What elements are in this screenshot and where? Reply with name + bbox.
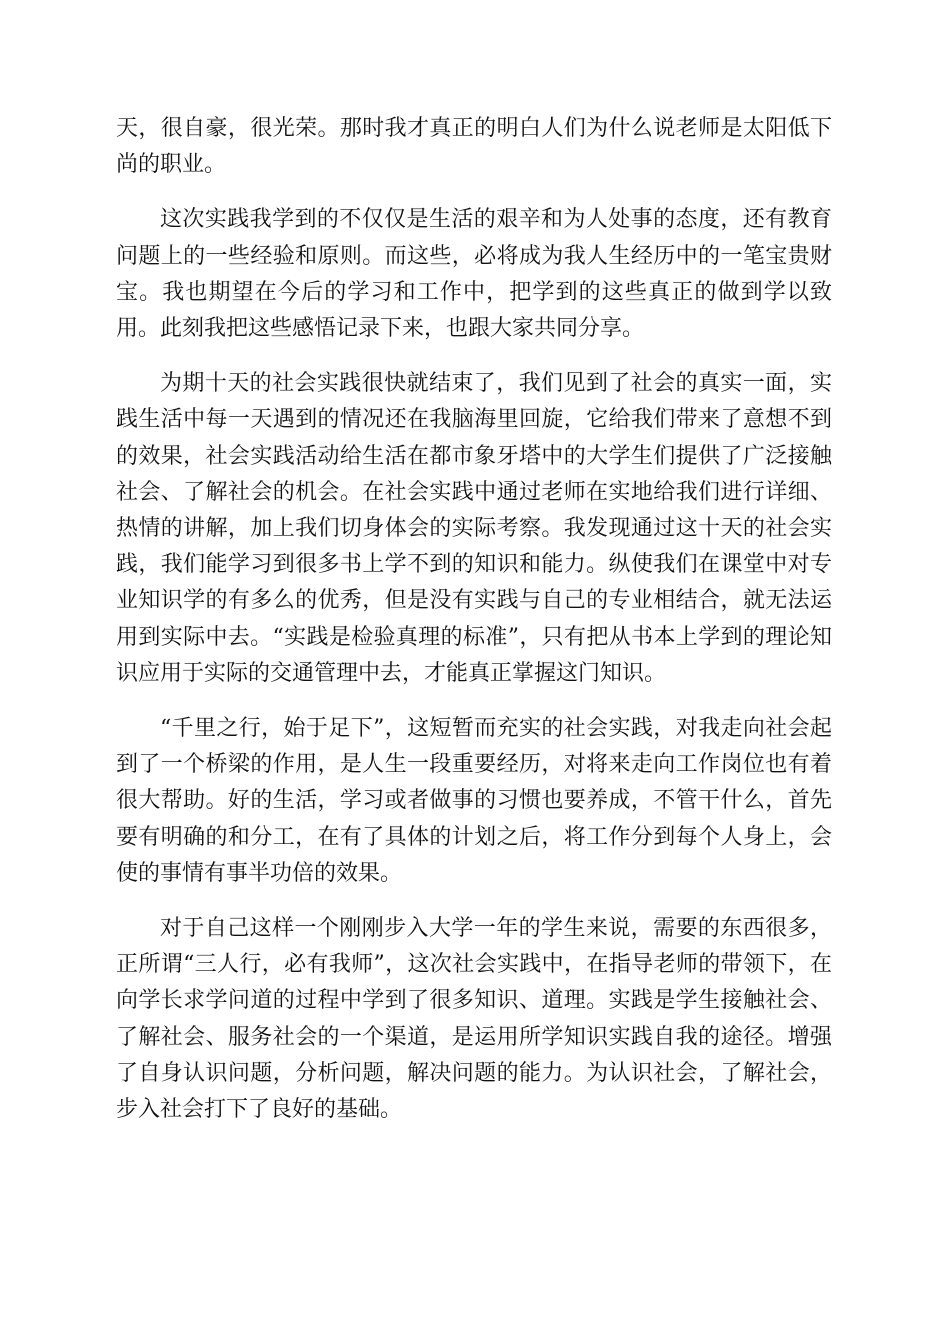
paragraph-5: 对于自己这样一个刚刚步入大学一年的学生来说，需要的东西很多，正所谓“三人行，必有我师”，这次社会实践中，在指导老师的带领下，在向学长求学问道的过程中学到了很多知识、道理。实践是学生接触社会、了解社会、服务社会的一个渠道，是运用所学知识实践自我的途径。增强了自身认识问题，分析问题，解决问题的能力。为认识社会，了解社会，步入社会打下了良好的基础。 xyxy=(116,916,832,1123)
paragraph-4: “千里之行，始于足下”，这短暂而充实的社会实践，对我走向社会起到了一个桥梁的作用，是人生一段重要经历，对将来走向工作岗位也有着很大帮助。好的生活，学习或者做事的习惯也要养成，不管干什么，首先要有明确的和分工，在有了具体的计划之后，将工作分到每个人身上，会使的事情有事半功倍的效果。 xyxy=(116,716,832,886)
paragraph-1: 天，很自豪，很光荣。那时我才真正的明白人们为什么说老师是太阳低下尚的职业。 xyxy=(116,116,832,178)
document-page xyxy=(116,111,832,1147)
paragraph-2: 这次实践我学到的不仅仅是生活的艰辛和为人处事的态度，还有教育问题上的一些经验和原则。而这些，必将成为我人生经历中的一笔宝贵财宝。我也期望在今后的学习和工作中，把学到的这些真正的做到学以致用。此刻我把这些感悟记录下来，也跟大家共同分享。 xyxy=(116,207,832,342)
paragraph-3: 为期十天的社会实践很快就结束了，我们见到了社会的真实一面，实践生活中每一天遇到的情况还在我脑海里回旋，它给我们带来了意想不到的效果，社会实践活动给生活在都市象牙塔中的大学生们提供了广泛接触社会、了解社会的机会。在社会实践中通过老师在实地给我们进行详细、热情的讲解，加上我们切身体会的实际考察。我发现通过这十天的社会实践，我们能学习到很多书上学不到的知识和能力。纵使我们在课堂中对专业知识学的有多么的优秀，但是没有实践与自己的专业相结合，就无法运用到实际中去。“实践是检验真理的标准”，只有把从书本上学到的理论知识应用于实际的交通管理中去，才能真正掌握这门知识。 xyxy=(116,371,832,686)
